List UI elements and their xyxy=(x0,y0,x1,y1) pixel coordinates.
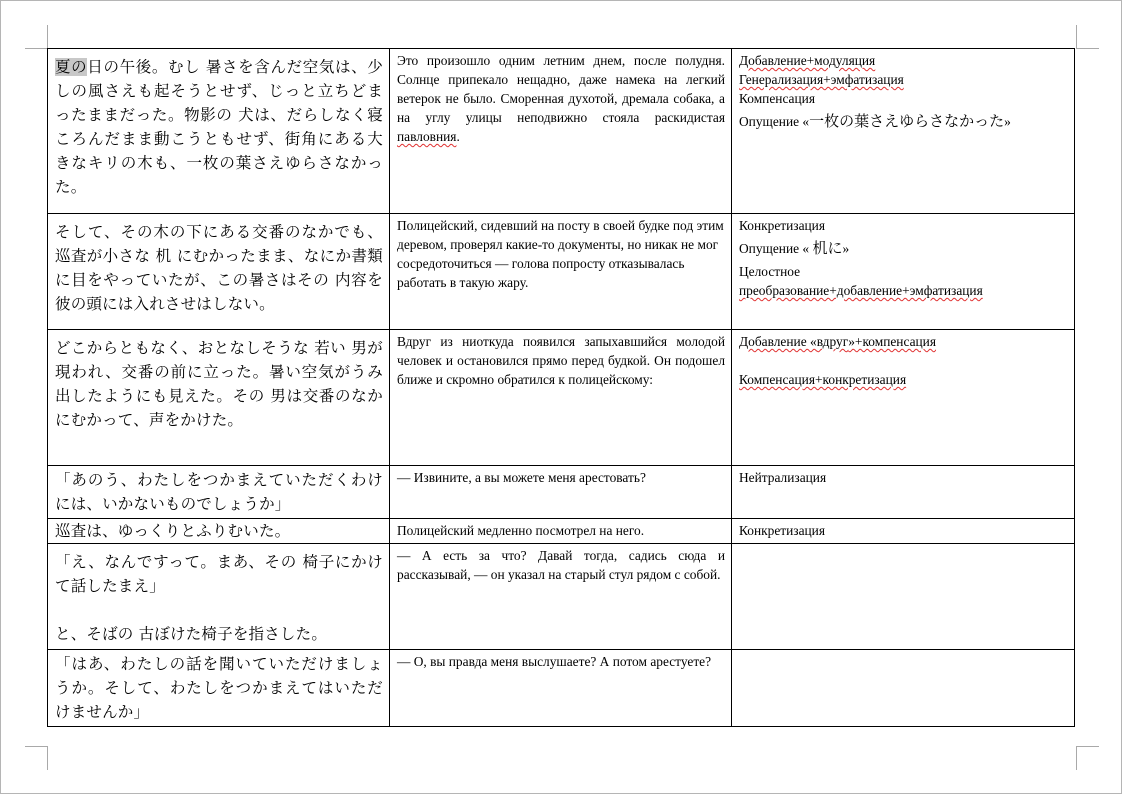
analysis-line[interactable]: Компенсация+конкретизация xyxy=(739,372,907,387)
japanese-text[interactable]: そして、その木の下にある交番のなかでも、巡査が小さな 机 にむかったまま、なにか書類に目をやっていたが、この暑さはその 内容を彼の頭には入れさせはしない。 xyxy=(55,223,383,313)
translation-table xyxy=(47,48,1075,727)
table-row xyxy=(48,49,1075,214)
crop-mark-bottom-left xyxy=(25,746,48,747)
analysis-line[interactable]: Генерализация+эмфатизация xyxy=(739,72,904,87)
japanese-cell[interactable] xyxy=(48,519,390,544)
table-row xyxy=(48,466,1075,519)
japanese-text[interactable]: どこからともなく、おとなしそうな 若い 男が現われ、交番の前に立った。暑い空気がうみ出したようにも見えた。その 男は交番のなかにむかって、声をかけた。 xyxy=(55,339,383,429)
crop-mark-bottom-left-vertical xyxy=(47,746,48,770)
japanese-cell[interactable] xyxy=(48,49,390,214)
russian-text[interactable]: Это произошло одним летним днем, после полудня. Солнце припекало нещадно, даже намека на легкий ветерок не было. Сморенная духотой, дремала собака, а на углу улицы неподвижно стояла раскидистая xyxy=(397,53,725,125)
russian-text[interactable]: Вдруг из ниоткуда появился запыхавшийся молодой человек и остановился прямо перед будкой. Он подошел ближе и скромно обратился к полицейскому: xyxy=(397,334,725,387)
japanese-cell[interactable] xyxy=(48,330,390,466)
japanese-text[interactable]: と、そばの 古ぼけた椅子を指さした。 xyxy=(55,625,328,643)
russian-text[interactable]: — А есть за что? Давай тогда, садись сюда и рассказывай, — он указал на старый стул рядом с собой. xyxy=(397,548,725,582)
table-row xyxy=(48,650,1075,727)
analysis-line[interactable]: Опущение « 机に» xyxy=(739,239,850,257)
analysis-cell[interactable] xyxy=(732,466,1075,519)
analysis-line[interactable]: Нейтрализация xyxy=(739,470,827,485)
highlighted-text[interactable]: 夏の xyxy=(55,58,88,76)
japanese-text[interactable]: 日の午後。むし 暑さを含んだ空気は、少しの風さえも起そうとせず、じっと立ちどまったままだった。物影の 犬は、だらしなく寝ころんだまま動こうともせず、街角にある大きなキリの木も、一枚の葉さえゆらさなかった。 xyxy=(55,58,383,196)
analysis-cell[interactable] xyxy=(732,49,1075,214)
russian-cell[interactable] xyxy=(390,544,732,650)
russian-cell[interactable] xyxy=(390,650,732,727)
analysis-cell[interactable] xyxy=(732,214,1075,330)
analysis-line[interactable]: Добавление «вдруг»+компенсация xyxy=(739,334,937,349)
analysis-cell[interactable] xyxy=(732,330,1075,466)
japanese-cell[interactable] xyxy=(48,466,390,519)
russian-cell[interactable] xyxy=(390,519,732,544)
japanese-text[interactable]: 巡査は、ゆっくりとふりむいた。 xyxy=(55,522,291,540)
russian-text[interactable]: — О, вы правда меня выслушаете? А потом арестуете? xyxy=(397,654,712,669)
analysis-line[interactable]: Целостное xyxy=(739,264,801,279)
japanese-text[interactable]: 「え、なんですって。まあ、その 椅子にかけて話したまえ」 xyxy=(55,553,383,595)
table-row xyxy=(48,214,1075,330)
analysis-line[interactable]: Конкретизация xyxy=(739,523,826,538)
analysis-cell[interactable] xyxy=(732,519,1075,544)
spellcheck-word[interactable]: павловния xyxy=(397,129,457,144)
crop-mark-top-right xyxy=(1076,48,1099,49)
russian-text[interactable]: Полицейский, сидевший на посту в своей будке под этим деревом, проверял какие-то документы, но никак не мог сосредоточиться — голова попросту отказывалась работать в такую жару. xyxy=(397,218,724,290)
japanese-text[interactable]: 「あのう、わたしをつかまえていただくわけには、いかないものでしょうか」 xyxy=(55,471,383,513)
analysis-line[interactable]: Добавление+модуляция xyxy=(739,53,876,68)
russian-text[interactable]: Полицейский медленно посмотрел на него. xyxy=(397,523,645,538)
russian-cell[interactable]: Это произошло одним летним днем, после полудня. Солнце припекало нещадно, даже намека на легкий ветерок не было. Сморенная духотой, дремала собака, а на углу улицы неподвижно стояла раскидистая павловния. xyxy=(390,49,732,214)
table-row xyxy=(48,519,1075,544)
analysis-cell[interactable] xyxy=(732,544,1075,650)
crop-mark-bottom-right xyxy=(1076,746,1099,747)
japanese-cell[interactable] xyxy=(48,544,390,650)
russian-text[interactable]: — Извините, а вы можете меня арестовать? xyxy=(397,470,646,485)
crop-mark-top-left-vertical xyxy=(47,25,48,48)
analysis-cell[interactable] xyxy=(732,650,1075,727)
analysis-line[interactable]: Конкретизация xyxy=(739,218,826,233)
crop-mark-top-right-vertical xyxy=(1076,25,1077,48)
russian-cell[interactable] xyxy=(390,214,732,330)
table-row xyxy=(48,330,1075,466)
japanese-cell[interactable] xyxy=(48,214,390,330)
crop-mark-bottom-right-vertical xyxy=(1076,746,1077,770)
russian-cell[interactable] xyxy=(390,466,732,519)
table-row xyxy=(48,544,1075,650)
analysis-line[interactable]: Компенсация xyxy=(739,91,815,106)
japanese-text[interactable]: 「はあ、わたしの話を聞いていただけましょうか。そして、わたしをつかまえてはいただけませんか」 xyxy=(55,655,383,721)
analysis-line[interactable]: Опущение «一枚の葉さえゆらさなかった» xyxy=(739,112,1011,130)
russian-cell[interactable] xyxy=(390,330,732,466)
analysis-line[interactable]: преобразование+добавление+эмфатизация xyxy=(739,283,983,298)
japanese-cell[interactable] xyxy=(48,650,390,727)
crop-mark-top-left xyxy=(25,48,48,49)
